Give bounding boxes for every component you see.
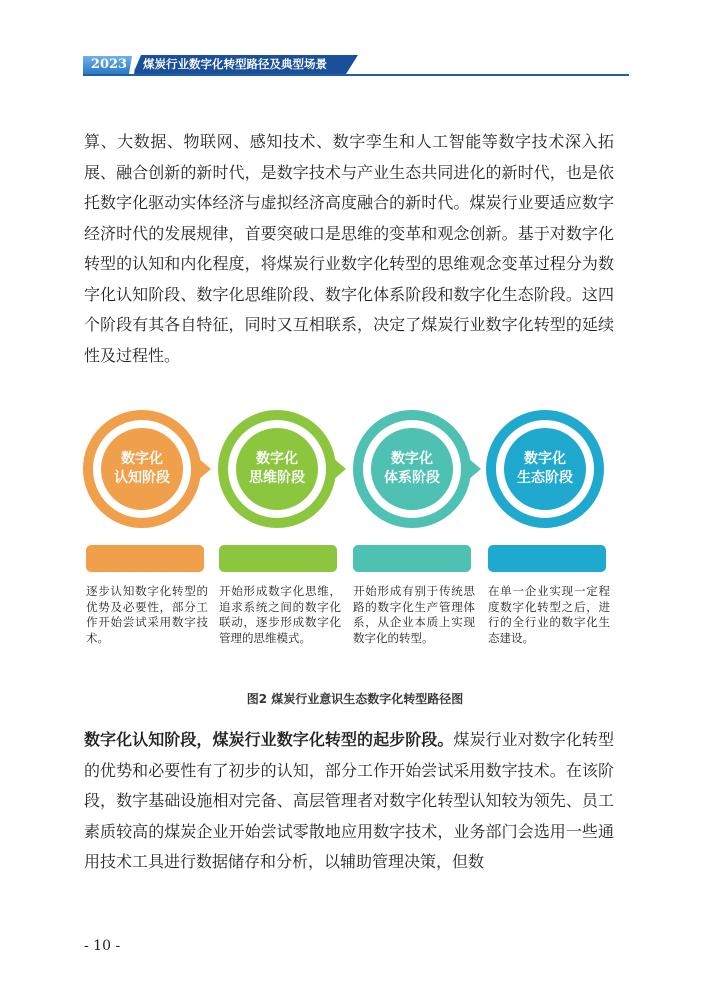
body-paragraph-1: 算、大数据、物联网、感知技术、数字孪生和人工智能等数字技术深入拓展、融合创新的新时代，是数字技术与产业生态共同进化的新时代，也是依托数字化驱动实体经济与虚拟经济高度融合的新时代。煤炭行业要适应数字经济时代的发展规律，首要突破口是思维的变革和观念创新。基于对数字化转型的认知和内化程度，将煤炭行业数字化转型的思维观念变革过程分为数字化认知阶段、数字化思维阶段、数字化体系阶段和数字化生态阶段。这四个阶段有其各自特征，同时又互相联系，决定了煤炭行业数字化转型的延续性及过程性。: [84, 132, 614, 365]
page-header: [83, 55, 629, 75]
year-badge: 2023: [83, 56, 135, 74]
body-paragraph-2: [84, 725, 614, 878]
stage-core: [371, 428, 453, 510]
arrow-icon: [333, 458, 346, 480]
stage-desc-ecology: 在单一企业实现一定程度数字化转型之后，进行的全行业的数字化生态建设。: [488, 584, 610, 645]
stage-core: [236, 428, 318, 510]
paragraph-body: 煤炭行业对数字化转型的优势和必要性有了初步的认知，部分工作开始尝试采用数字技术。在该阶段，数字基础设施相对完备、高层管理者对数字化转型认知较为领先、员工素质较高的煤炭企业开始尝试零散地应用数字技术，业务部门会选用一些通用技术工具进行数据储存和分析，以辅助管理决策，但数: [84, 730, 614, 871]
stage-label: 数字化 体系阶段: [384, 451, 440, 486]
stage-desc-system: 开始形成有别于传统思路的数字化生产管理体系，从企业本质上实现数字化的转型。: [353, 584, 475, 645]
paragraph-lead: 数字化认知阶段，煤炭行业数字化转型的起步阶段。: [84, 730, 454, 749]
transformation-path-diagram: [83, 410, 623, 690]
stage-circle-system: [353, 410, 471, 528]
stage-label: 数字化 生态阶段: [517, 451, 573, 486]
figure-caption: 图2 煤炭行业意识生态数字化转型路径图: [246, 692, 464, 706]
stage-circle-thinking: [218, 410, 336, 528]
stage-bar-ecology: [488, 545, 606, 572]
header-title: 煤炭行业数字化转型路径及典型场景: [143, 57, 327, 71]
stage-circle-cognition: [83, 410, 201, 528]
stage-bar-cognition: [86, 545, 204, 572]
stage-bar-thinking: [219, 545, 337, 572]
header-rule: [83, 74, 629, 76]
stage-bar-system: [353, 545, 471, 572]
stage-core: [101, 428, 183, 510]
arrow-icon: [198, 458, 211, 480]
stage-desc-thinking: 开始形成数字化思维，追求系统之间的数字化联动，逐步形成数字化管理的思维模式。: [219, 584, 341, 645]
stage-core: [504, 428, 586, 510]
stage-desc-cognition: 逐步认知数字化转型的优势及必要性，部分工作开始尝试采用数字技术。: [86, 584, 208, 645]
page-number: - 10 -: [84, 938, 121, 954]
arrow-icon: [468, 458, 481, 480]
stage-label: 数字化 认知阶段: [114, 451, 170, 486]
stage-label: 数字化 思维阶段: [249, 451, 305, 486]
stage-circle-ecology: [486, 410, 604, 528]
